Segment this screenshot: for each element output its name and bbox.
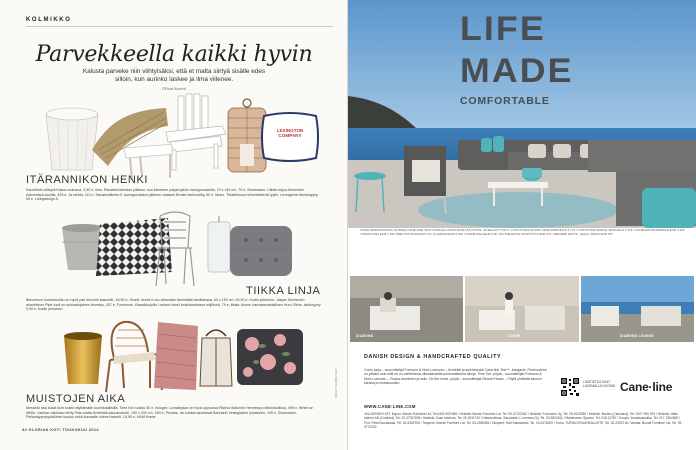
ad-body-text: Conic sarja – suunnittelijat Foersom & Hiort-Lorenzen – Arvitettsi ja suleneeuddi Cane-line Text™ -kangaste. Pehmustetut on jollakin uniu nillä eri on vaihtelemia ulkokalusteita puhtumattomia olkoja. Time Out -pöytä – suunnittelijat Foersom & Hiort-Lorenzen – Ruoka-aluminien ja osiin. On the move -pöytä – suunnittelijat Strand+Hvass – Pöytä yhdistää kaunon kanssa ja mukaisuuden. <box>364 368 547 386</box>
photo-caption-diamond-lounge: DIAMOND LOUNGE <box>620 334 654 338</box>
page-headline: Parvekkeella kaikki hyvin <box>35 42 313 67</box>
qr-code[interactable] <box>560 377 580 397</box>
brand-made: MADE <box>460 52 574 90</box>
adirondack-chair-image <box>160 92 230 172</box>
page-footer: 34 GLORIAN KOTI TOUKOKUU 2014 <box>22 428 99 432</box>
hero-product-credits: CONIC-MODULISOHVA, RUSKEA CANE-LINE TEXT KANKAAL HINTA SISÄLTÄÄ ISTUIN- JA SELKÄTYYNYT / 2-ISTUTTAVA SOHVA, DREA MODULE € 3 774 / 2-ISTUTTAVA SOHVA, MODULE € 2 176 / KULMASOHVA MODULE EUR 4 225 / RUUKUTOLI EUR 1 349 TIME OUT RUOKAPÖYTÄ, ALUMIINIA EUR 6 810 / DIVINE RAHI EUR 216 / ON-THE-MOVE SIVUPÖYTÄ EUR 271 / DEFINED MATTO, HAILA, 200CM EUR 757 <box>360 228 685 236</box>
retailers-list: JÄLLEENMYYJÄT: Espoo: Bonde Furniture Ltd, Tel.0400 909 686 / Helsinki: Bonde Furniture Ltd, Tel. 09-47702340 / Helsinki: Formwork Oy, Tel. 09-6129350 / Helsinki: Modeo (Cariuland), Tel. 0207 930 570 / Helsinki: Valla Interior AB (Contract), Tel. 02-47767605 / Helsinki: Zoan Interiors, Tel. 09-2511700 / Hämeenlinna: Sisustuste L-Lemmus Oy, Tel. 03-6824611 / Mariehamn: Sjuvars, Tel. 018 12787 / Kuopio: Ilonkaluskukka, Tel. 017-7564369 / Pori: Pesti Kauaskasa, Tel. 02-6333750 / Tampere: Bonde Furniture Ltd, Tel. 03-2255354 / Tampere: Noti Kaluskamo, Tel. 03-3476200 / Turku: TURUN KRUUNKALUSTE, Tel. 02-2337218 / Vantaa: Bonde Furniture Ltd, Tel. 09-4770230 <box>364 412 683 430</box>
category-title-2: TIIKKA LINJA <box>246 285 321 297</box>
photo-caption-diamond: DIAMOND <box>356 334 374 338</box>
photo-credit: KUVAT VALMISTAJAT <box>334 368 338 398</box>
leather-lantern-image <box>196 324 236 390</box>
ad-heading: DANISH DESIGN & HANDCRAFTED QUALITY <box>364 354 502 360</box>
website-link[interactable]: WWW.CANE-LINE.COM <box>364 404 416 409</box>
divine-photo <box>465 276 579 342</box>
right-page-advertisement <box>348 0 696 450</box>
section-divider <box>26 26 333 27</box>
pillow-label: LEXINGTON COMPANY <box>276 128 304 139</box>
category-title-1: ITÄRANNIKON HENKI <box>26 174 149 186</box>
diamond-photo <box>350 276 463 342</box>
category-text-1: Kauniikset viilteydi Kaisa-ruukussa, 9,99 e, Ikea. Rantatunnelmaan pääsee, kun käveleee paljain jaloin hamppumatolla, 70 x 140 cm, 79 e, Stockmann. Lillidis-tuijuu Arhoesteh Adirondack-tuolilla, 429 e, Ja rahilla, 110 e, Sisustusliikehe.fi. Auringonlaskun jälkeen valaisee Broste lamhusilby, 60 e, Mobo. Tekstiilustuol viimeistelevät lyylin. Lexingtonin tilustiutyyny 59 e, Livingdesign.fi. <box>26 188 319 202</box>
category-text-2: Betonirunn kukkaruukku on hyvä pari hemolle kasveille, 18,90 e, Granit. Annen Lotu-villamatto tämmittää tarvittaessa, 60 x 150 cm, 49,90 e, Kodin yeksinen. Jasper Morrisonin aluminiinen Pipe-tuoli on suluvatiojainen ilmestys, 437 e, Formwork. Klassikkotyllin Lantern toimii kesklamaisissa miljöissä, 79 e, littala. Annon harmaanraidallinen Huru Slima -istuintyyny 9,90 e, Kodin yeksinen. <box>26 298 321 312</box>
byline: Olivia Saarni <box>162 86 186 91</box>
category-title-3: MUISTOJEN AIKA <box>26 393 126 405</box>
category-text-3: Messinki saa kukat kuin kukat näyttämään kuninkaallisilta. Time Kin ruukku 50 e, Nouget. Lomakirjaan on hyvä uppoutua Ristina Walornin Hennessy-rottinkituolissa, 499 e, White se White. Vanhan raikkiaan tehty Pale-matta lemehtää kaunanotolle, 190 x 200 cm, 150 e, Pentala. Ita-hokkat laputtavat Bannarin Vesinglahen tyhlaksele, 149 e, Stockmann. Pellavatyynynpäällinen kuuluu sekä kumaalle olleeel kateeli, 14,95 e, H&M Home. <box>26 406 313 420</box>
diamond-lounge-photo <box>581 276 694 342</box>
brand-logo: Cane·line <box>620 380 673 394</box>
photo-caption-divine: DIVINE <box>508 334 521 338</box>
floral-pillow-image <box>234 326 306 388</box>
brand-comfortable: COMFORTABLE <box>460 95 550 107</box>
section-label: KOLMIKKO <box>26 17 72 23</box>
brand-life: LIFE <box>460 10 546 48</box>
pipe-chair-image <box>150 208 200 288</box>
intro-text: Kalusta parveke niin viihtyisäksi, että et malta siirtyä sisälle edes silloin, kun aurinko laskee ja ilma viilenee. <box>82 68 266 83</box>
seat-cushion-image <box>226 222 296 280</box>
qr-instruction: LISÄTIETOA SAAT LUKEMALLA KOODIN <box>583 380 616 388</box>
